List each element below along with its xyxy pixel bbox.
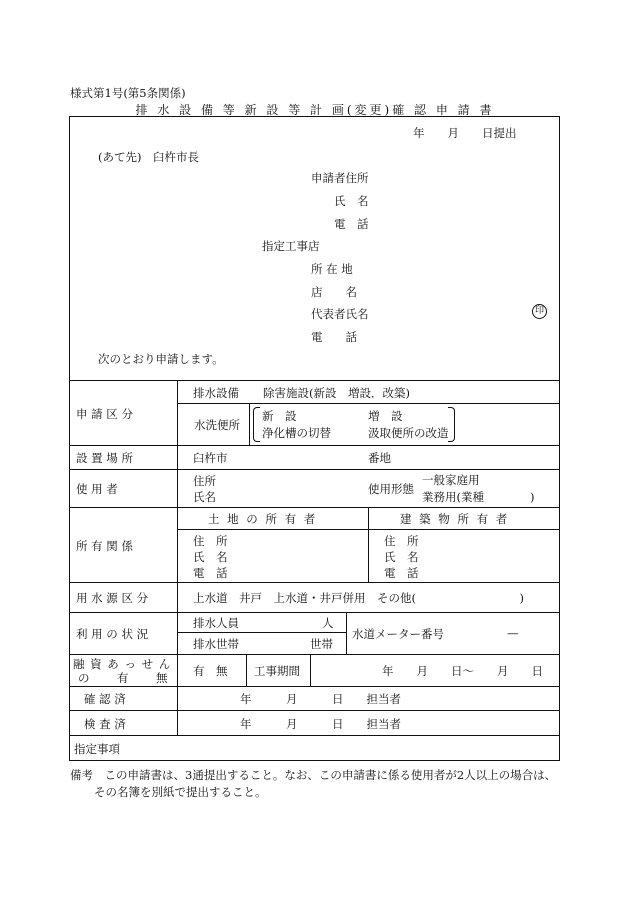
user-row-label: 使 用 者 (76, 482, 118, 496)
drain-facility-text: 排水設備 (193, 386, 239, 400)
addressee: (あて先) 臼杵市長 (98, 150, 199, 164)
households-unit: 世帯 (310, 637, 333, 651)
location-row-label: 設 置 場 所 (76, 451, 133, 465)
meter-number-label: 水道メーター番号 (352, 627, 444, 641)
cell-divider (310, 654, 311, 686)
persons-unit: 人 (322, 616, 334, 630)
land-owner-phone: 電 話 (193, 566, 228, 580)
building-owner-name: 氏 名 (384, 550, 419, 564)
usage-home-option: 一般家庭用 (422, 473, 480, 487)
removal-facility-text: 除害施設(新設 増設．改築) (263, 386, 410, 400)
row-divider (69, 735, 560, 736)
cell-divider (368, 507, 369, 582)
building-owner-address: 住 所 (384, 534, 419, 548)
submission-date: 年 月 日提出 (413, 126, 517, 140)
land-owner-header: 土 地 の 所 有 者 (208, 512, 318, 526)
option-remodel: 汲取便所の改造 (368, 426, 449, 440)
land-owner-name: 氏 名 (193, 550, 228, 564)
row-divider (177, 403, 560, 404)
note-line-1: 備考 この申請書は、3通提出すること。なお、この申請書に係る使用者が2人以上の場合は、 (70, 768, 557, 782)
row-divider (69, 380, 560, 381)
usage-status-row-label: 利 用 の 状 況 (76, 627, 149, 641)
construction-period-label: 工事期間 (254, 664, 300, 678)
seal-icon: 印 (532, 304, 547, 319)
contractor-phone-label: 電 話 (311, 330, 357, 344)
flush-toilet-text: 水洗便所 (194, 418, 240, 432)
label-column-divider (177, 380, 178, 735)
bracket-right (448, 407, 455, 442)
row-divider (69, 686, 560, 687)
cell-divider (246, 654, 247, 686)
row-divider (177, 632, 346, 633)
row-divider (69, 710, 560, 711)
applicant-name-label: 氏 名 (334, 194, 369, 208)
inspected-row-label: 検 査 済 (84, 717, 126, 731)
water-source-row-label: 用 水 源 区 分 (76, 591, 149, 605)
location-city: 臼杵市 (193, 451, 228, 465)
ownership-row-label: 所 有 関 係 (76, 539, 133, 553)
drain-households-label: 排水世帯 (193, 637, 239, 651)
contractor-rep-label: 代表者氏名 (311, 307, 369, 321)
meter-number-value: — (507, 626, 519, 640)
water-source-options: 上水道 井戸 上水道・井戸併用 その他( ) (193, 591, 524, 605)
bracket-left (253, 407, 260, 442)
drain-persons-label: 排水人員 (193, 616, 239, 630)
construction-period-value: 年 月 日〜 月 日 (382, 664, 543, 678)
usage-business-option: 業務用(業種 ) (422, 490, 535, 504)
loan-row-label-line1: 融 資 あ っ せ ん (73, 657, 172, 671)
option-add: 増 設 (368, 409, 403, 423)
designated-items-label: 指定事項 (74, 742, 120, 756)
option-new: 新 設 (262, 409, 297, 423)
cell-divider (249, 403, 250, 445)
loan-yes-no: 有 無 (193, 664, 228, 678)
cell-divider (346, 612, 347, 654)
category-row-label: 申 請 区 分 (76, 407, 133, 421)
contractor-label: 指定工事店 (262, 239, 320, 253)
page-title: 排 水 設 備 等 新 設 等 計 画(変更)確 認 申 請 書 (135, 103, 495, 117)
row-divider (69, 469, 560, 470)
confirmed-date-person: 年 月 日 担当者 (240, 692, 401, 706)
applicant-address-label: 申請者住所 (311, 171, 369, 185)
user-name-label: 氏名 (193, 490, 216, 504)
contractor-shop-label: 店 名 (311, 285, 357, 299)
contractor-location-label: 所 在 地 (311, 262, 353, 276)
usage-form-label: 使用形態 (368, 482, 414, 496)
row-divider (69, 507, 560, 508)
applicant-phone-label: 電 話 (334, 217, 369, 231)
confirmed-row-label: 確 認 済 (84, 692, 126, 706)
form-number-label: 様式第1号(第5条関係) (70, 86, 186, 100)
loan-row-label-line2: の 有 無 (78, 671, 176, 685)
note-line-2: その名簿を別紙で提出すること。 (94, 785, 267, 799)
row-divider (69, 612, 560, 613)
building-owner-header: 建 築 物 所 有 者 (400, 512, 510, 526)
row-divider (69, 654, 560, 655)
row-divider (69, 445, 560, 446)
land-owner-address: 住 所 (193, 534, 228, 548)
option-septic: 浄化槽の切替 (262, 426, 331, 440)
user-address-label: 住所 (193, 474, 216, 488)
building-owner-phone: 電 話 (384, 566, 419, 580)
row-divider (69, 582, 560, 583)
inspected-date-person: 年 月 日 担当者 (240, 717, 401, 731)
request-text: 次のとおり申請します。 (98, 352, 224, 366)
location-lot: 番地 (368, 451, 391, 465)
